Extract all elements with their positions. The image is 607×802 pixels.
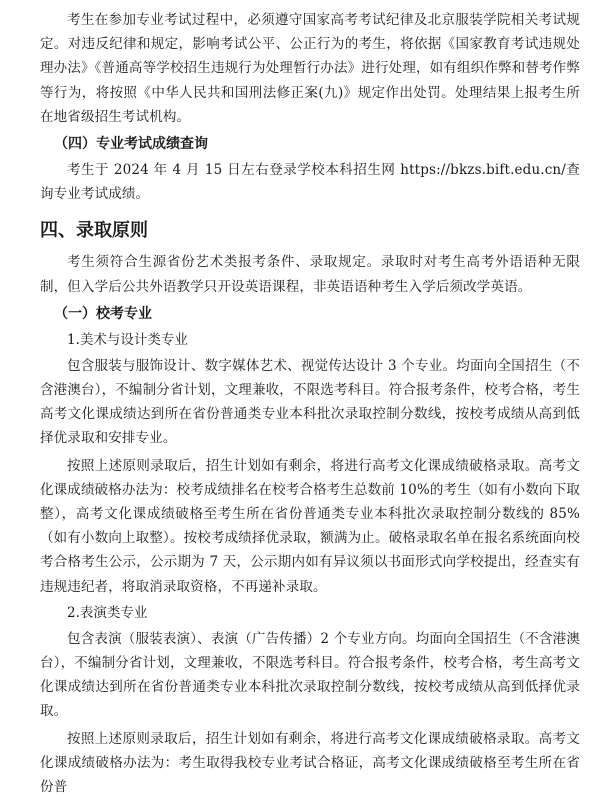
paragraph-score-query: 考生于 2024 年 4 月 15 日左右登录学校本科招生网 https://bkzs.bift.edu.cn/查询专业考试成绩。 bbox=[40, 162, 580, 203]
document-page bbox=[40, 8, 580, 799]
paragraph-exam-discipline: 考生在参加专业考试过程中，必须遵守国家高考考试纪律及北京服装学院相关考试规定。对违反纪律和规定，影响考试公平、公正行为的考生，将依据《国家教育考试违规处理办法》《普通高等学校招生违规行为处理暂行办法》进行处理，如有组织作弊和替考作弊等行为，将按照《中华人民共和国刑法修正案(九)》规定作出处罚。处理结果上报考生所在地省级招生考试机构。 bbox=[40, 12, 580, 125]
minor-heading-art-design: 1.美术与设计类专业 bbox=[67, 331, 188, 348]
paragraph-performance-exception: 按照上述原则录取后，招生计划如有剩余，将进行高考文化课成绩破格录取。高考文化课成绩破格办法为：考生取得我校专业考试合格证，高考文化课成绩破格至考生所在省份普 bbox=[40, 730, 580, 796]
paragraph-art-design-majors: 包含服装与服饰设计、数字媒体艺术、视觉传达设计 3 个专业。均面向全国招生（不含港澳台），不编制分省计划，文理兼收，不限选考科目。符合报考条件，校考合格，考生高考文化课成绩达到所在省份普通类专业本科批次录取控制分数线，按校考成绩从高到低择优录取和安排专业。 bbox=[40, 357, 580, 447]
paragraph-performance-majors: 包含表演（服装表演）、表演（广告传播）2 个专业方向。均面向全国招生（不含港澳台），不编制分省计划，文理兼收，不限选考科目。符合报考条件，校考合格，考生高考文化课成绩达到所在省份普通类专业本科批次录取控制分数线，按校考成绩从高到低择优录取。 bbox=[40, 630, 580, 720]
section-heading-admission: 四、录取原则 bbox=[40, 220, 148, 242]
subheading-school-exam-majors: （一）校考专业 bbox=[54, 305, 152, 322]
minor-heading-performance: 2.表演类专业 bbox=[67, 604, 148, 621]
subheading-score-query: （四）专业考试成绩查询 bbox=[54, 136, 208, 153]
paragraph-art-design-exception: 按照上述原则录取后，招生计划如有剩余，将进行高考文化课成绩破格录取。高考文化课成绩破格办法为：校考成绩排名在校考合格考生总数前 10%的考生（如有小数向下取整），高考文化课成绩破格至考生所在省份普通类专业本科批次录取控制分数线的 85%（如有小数向上取整）。按校考成绩择优录取，额满为止。破格录取名单在报名系统面向校考合格考生公示，公示期为 7 天，公示期内如有异议须以书面形式向学校提出，经查实有违规违纪者，将取消录取资格，不再递补录取。 bbox=[40, 457, 580, 595]
paragraph-admission-rules: 考生须符合生源省份艺术类报考条件、录取规定。录取时对考生高考外语语种无限制，但入学后公共外语教学只开设英语课程，非英语语种考生入学后须改学英语。 bbox=[40, 254, 580, 295]
